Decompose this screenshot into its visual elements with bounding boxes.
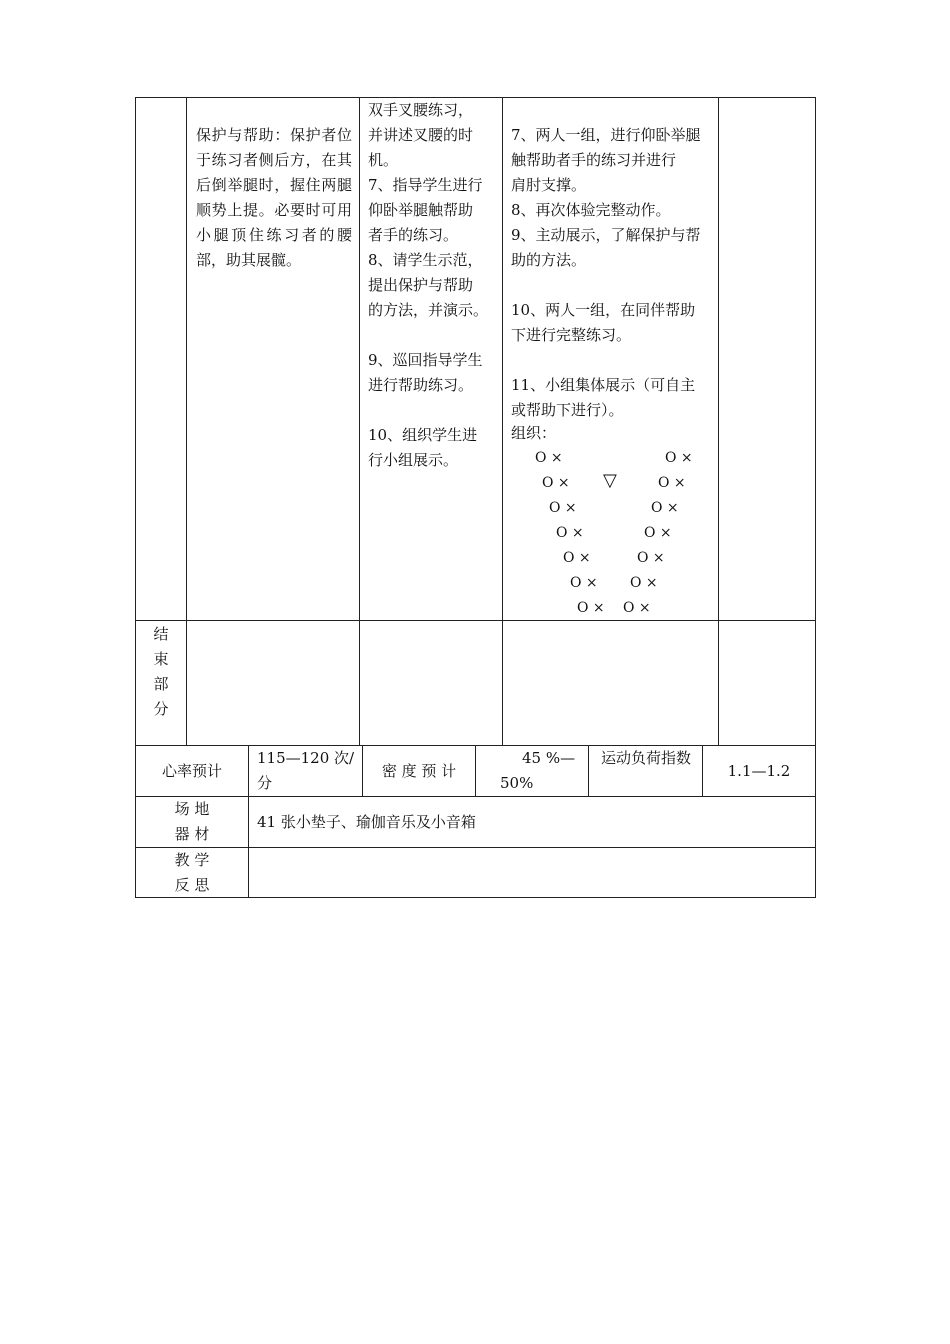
teacher-triangle-icon: ▽: [603, 470, 617, 491]
stats-col-line-4: [588, 745, 589, 796]
teacher-line: 机。: [368, 151, 399, 169]
student-line: 10、两人一组，在同伴帮助: [511, 301, 696, 319]
teacher-line: 提出保护与帮助: [368, 276, 474, 294]
formation-left-4: O ×: [563, 550, 591, 566]
reflection-label-line: 反 思: [174, 876, 210, 894]
stats-col-line-3: [475, 745, 476, 796]
venue-equipment-value: 41 张小垫子、瑜伽音乐及小音箱: [257, 813, 476, 831]
student-line: 助的方法。: [511, 251, 587, 269]
teacher-line: 进行帮助练习。: [368, 376, 474, 394]
formation-right-0: O ×: [665, 450, 693, 466]
density-label: 密 度 预 计: [381, 762, 457, 780]
formation-right-2: O ×: [651, 500, 679, 516]
teaching-reflection-label: [136, 848, 248, 898]
col-line-1: [186, 97, 187, 746]
venue-equipment-label: [136, 797, 248, 847]
ending-label-char: 束: [153, 650, 169, 668]
student-line: 或帮助下进行）。: [511, 401, 624, 419]
formation-right-4: O ×: [637, 550, 665, 566]
student-line: 触帮助者手的练习并进行: [511, 151, 677, 169]
teacher-line: [368, 323, 498, 348]
teacher-line: 者手的练习。: [368, 226, 459, 244]
formation-right-3: O ×: [644, 525, 672, 541]
teacher-line: 并讲述叉腰的时: [368, 126, 474, 144]
student-line: [511, 273, 715, 298]
student-line: 11、小组集体展示（可自主: [511, 376, 696, 394]
formation-right-1: O ×: [658, 475, 686, 491]
teacher-activity-text: [368, 98, 498, 473]
student-line: 组织：: [511, 424, 557, 442]
teacher-line: 仰卧举腿触帮助: [368, 201, 474, 219]
student-line: 8、再次体验完整动作。: [511, 201, 671, 219]
formation-left-6: O ×: [577, 600, 605, 616]
venue-label-line: 场 地: [174, 800, 210, 818]
student-line: 下进行完整练习。: [511, 326, 632, 344]
ending-section-label: [136, 622, 186, 722]
teacher-line: [368, 398, 498, 423]
teacher-line: 8、请学生示范，: [368, 251, 483, 269]
protection-help-text: 保护与帮助：保护者位于练习者侧后方，在其后倒举腿时，握住两腿顺势上提。必要时可用小腿顶住练习者的腰部，助其展髋。: [196, 126, 352, 269]
student-activity-text: [511, 123, 715, 443]
teacher-line: 的方法，并演示。: [368, 301, 489, 319]
teacher-line: 9、巡回指导学生: [368, 351, 483, 369]
venue-label-line: 器 材: [174, 825, 210, 843]
formation-left-1: O ×: [542, 475, 570, 491]
formation-left-0: O ×: [535, 450, 563, 466]
reflection-label-line: 教 学: [174, 851, 210, 869]
table-right-border: [815, 97, 816, 898]
density-value: 45 %—50%: [500, 749, 576, 792]
ending-label-char: 部: [153, 675, 169, 693]
ending-label-char: 结: [153, 625, 169, 643]
student-line: 9、主动展示，了解保护与帮: [511, 226, 701, 244]
heart-rate-value: 115—120 次/分: [257, 749, 355, 792]
load-index-value: 1.1—1.2: [727, 762, 791, 780]
load-index-label: 运动负荷指数: [600, 749, 691, 767]
formation-right-6: O ×: [623, 600, 651, 616]
stats-col-line-1: [248, 745, 249, 898]
ending-label-char: 分: [153, 700, 169, 718]
col-line-4: [718, 97, 719, 746]
teacher-line: 行小组展示。: [368, 451, 459, 469]
formation-diagram: [503, 446, 717, 621]
formation-right-5: O ×: [630, 575, 658, 591]
student-line: 7、两人一组，进行仰卧举腿: [511, 126, 701, 144]
student-line: [511, 348, 715, 373]
formation-left-3: O ×: [556, 525, 584, 541]
student-line: 肩肘支撑。: [511, 176, 587, 194]
formation-left-5: O ×: [570, 575, 598, 591]
heart-rate-label: 心率预计: [161, 762, 222, 780]
formation-left-2: O ×: [549, 500, 577, 516]
col-line-3: [502, 97, 503, 746]
teacher-line: 7、指导学生进行: [368, 176, 483, 194]
teacher-line: 10、组织学生进: [368, 426, 478, 444]
col-line-2: [359, 97, 360, 746]
teacher-line: 双手叉腰练习，: [368, 101, 474, 119]
